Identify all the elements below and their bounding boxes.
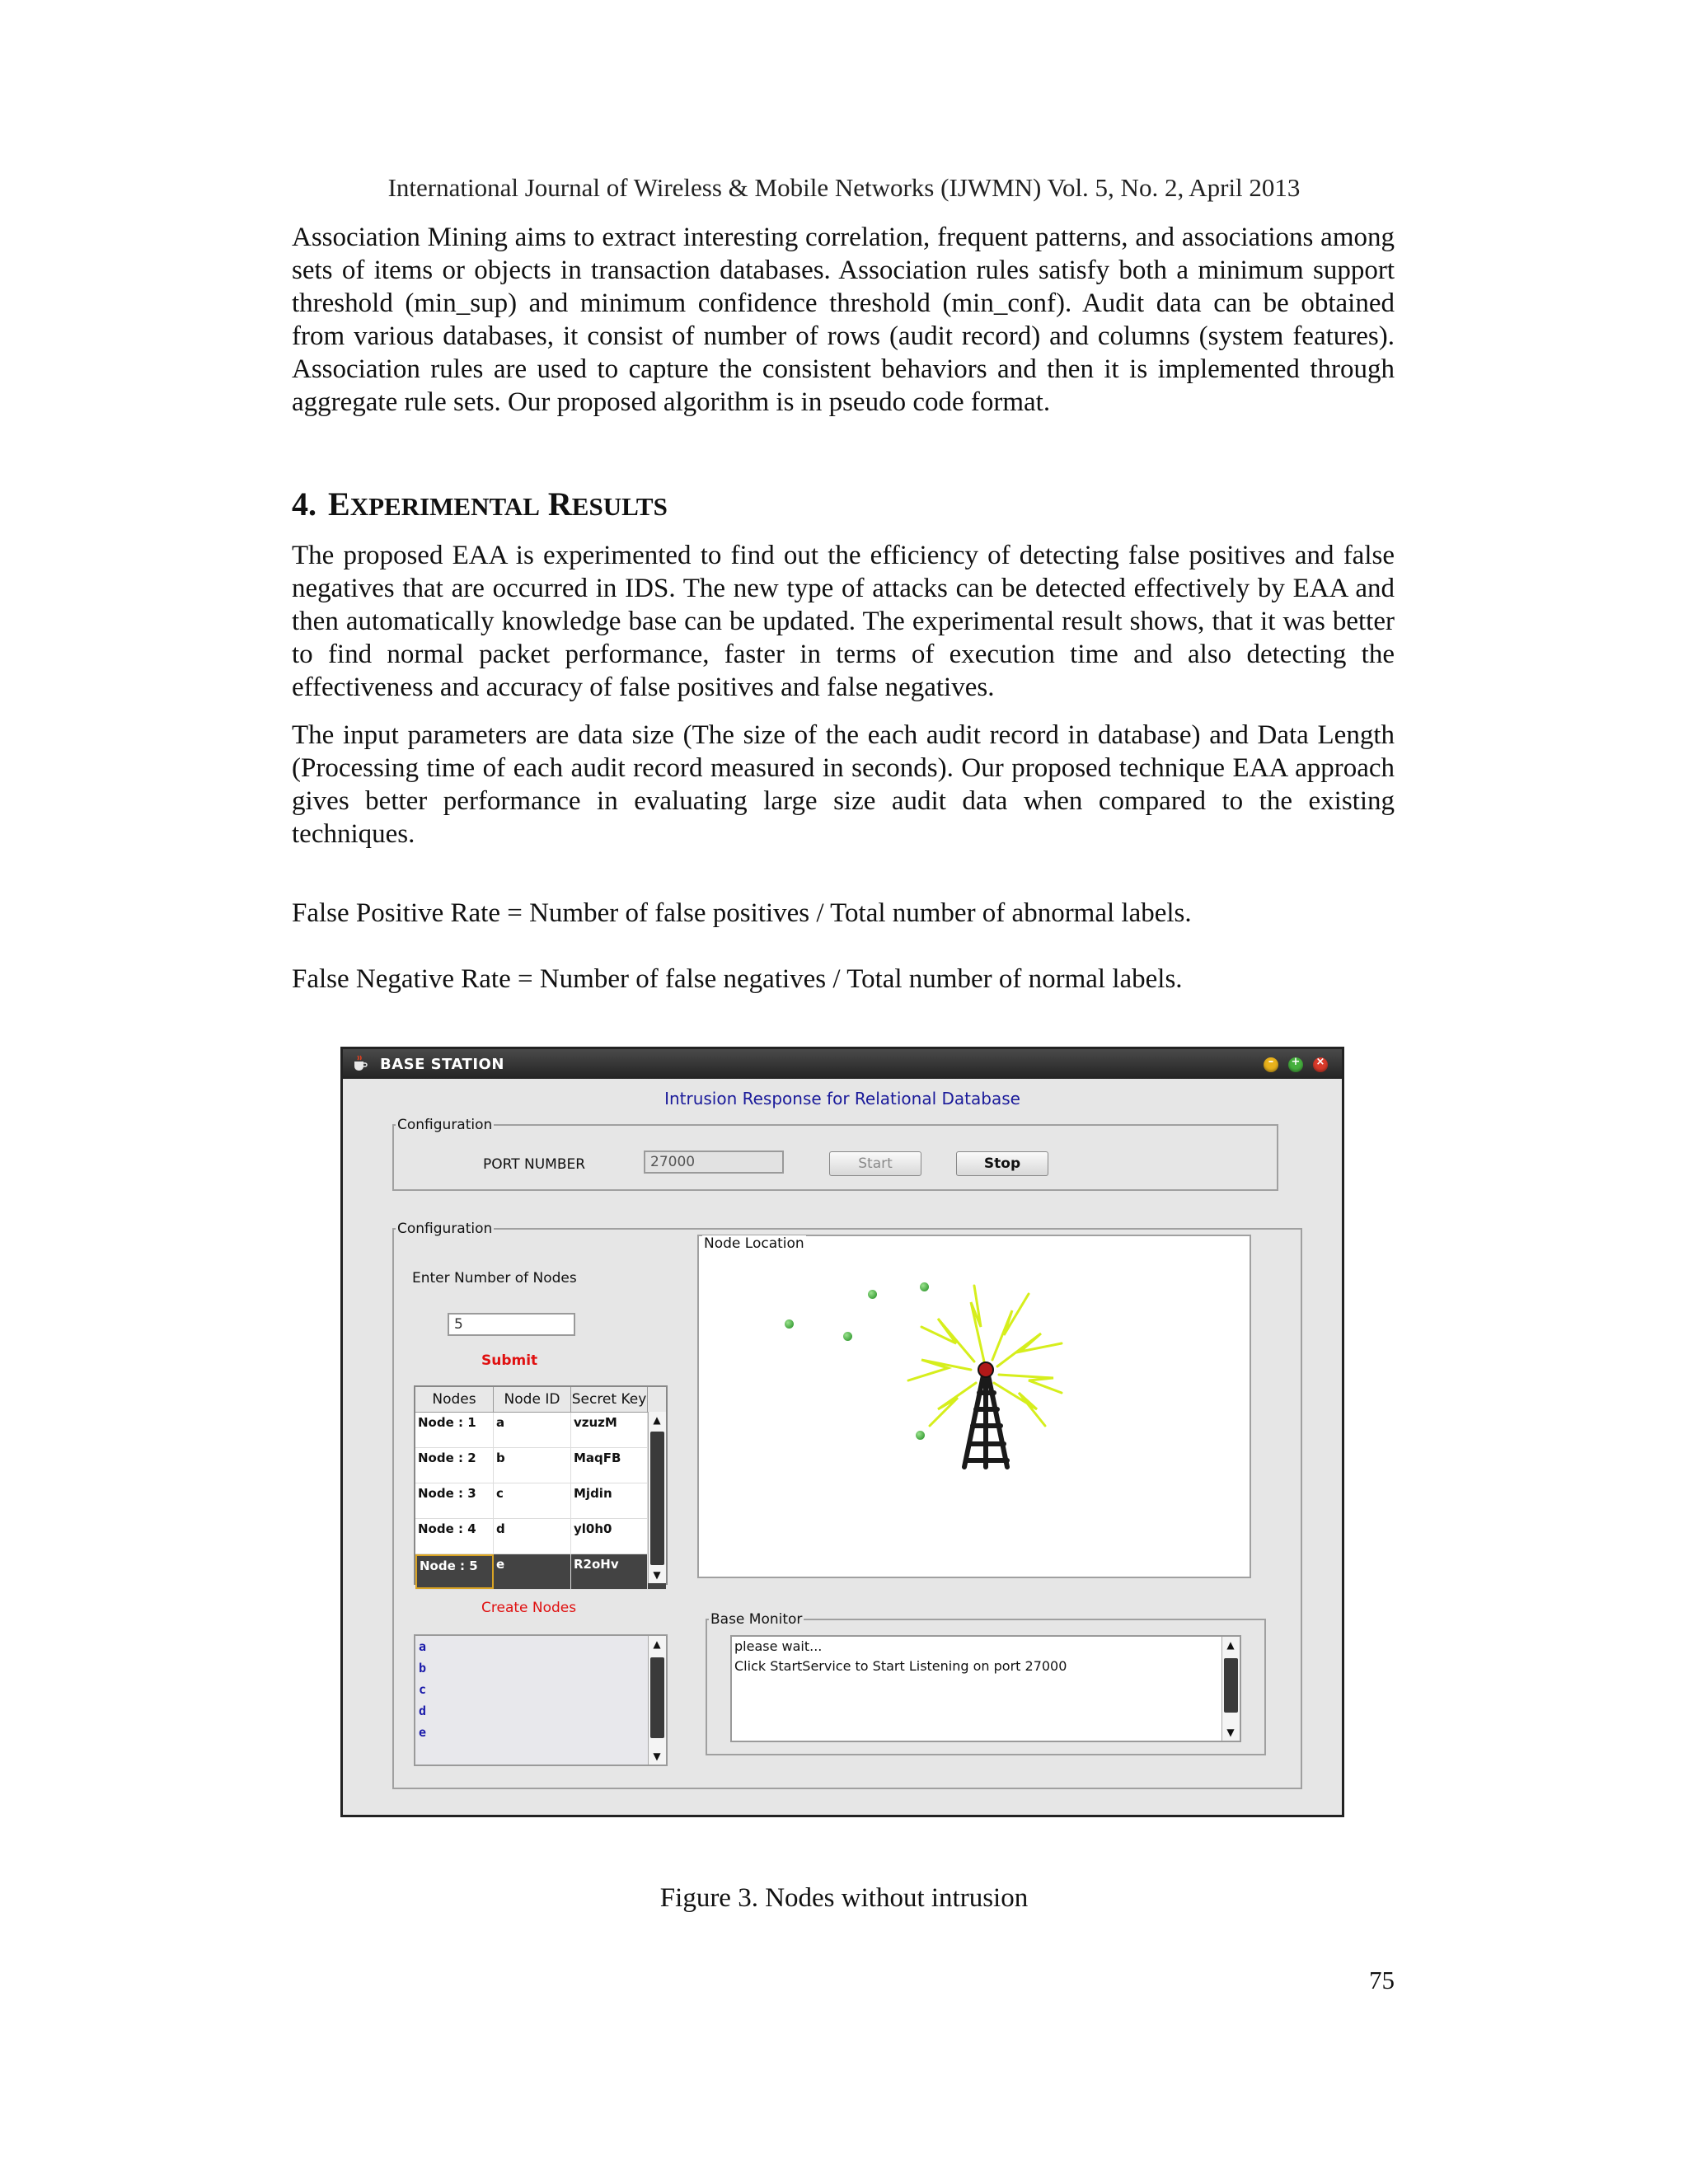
list-item[interactable]: c	[419, 1682, 427, 1697]
figure-caption: Figure 3. Nodes without intrusion	[659, 1883, 1029, 1913]
list-item[interactable]: b	[419, 1661, 427, 1675]
cell-secret-key: yl0h0	[571, 1519, 648, 1554]
scroll-thumb[interactable]	[650, 1657, 664, 1738]
table-row[interactable]	[415, 1519, 666, 1554]
table-header	[415, 1387, 666, 1413]
cell-node-id: e	[494, 1554, 571, 1589]
cell-node: Node : 4	[415, 1519, 494, 1554]
base-station-window	[340, 1047, 1344, 1817]
node-dot[interactable]	[785, 1319, 794, 1329]
cell-node-id: c	[494, 1483, 571, 1518]
port-number-label: PORT NUMBER	[483, 1156, 586, 1173]
cell-secret-key: vzuzM	[571, 1413, 648, 1447]
node-list	[414, 1634, 668, 1766]
base-monitor-log[interactable]	[730, 1635, 1241, 1742]
intro-paragraph: Association Mining aims to extract interesting correlation, frequent patterns, and associations among sets of items or objects in transaction databases. Association rules satisfy both a minimum support threshold (min_sup) and minimum confidence threshold (min_conf). Audit data can be obtained from various databases, it consist of number of rows (audit record) and columns (system features). Association rules are used to capture the consistent behaviors and then it is implemented through aggregate rule sets. Our proposed algorithm is in pseudo code format.	[292, 223, 1395, 417]
cell-node-id: a	[494, 1413, 571, 1447]
window-title: BASE STATION	[380, 1056, 504, 1073]
col-nodes-header[interactable]: Nodes	[415, 1387, 494, 1412]
monitor-scrollbar[interactable]	[1221, 1637, 1240, 1741]
monitor-line: Click StartService to Start Listening on port 27000	[734, 1658, 1067, 1674]
stop-button[interactable]: Stop	[956, 1151, 1048, 1176]
table-row[interactable]	[415, 1413, 666, 1448]
table-row[interactable]	[415, 1448, 666, 1483]
cell-secret-key: MaqFB	[571, 1448, 648, 1483]
journal-header: International Journal of Wireless & Mobile Networks (IJWMN) Vol. 5, No. 2, April 2013	[387, 173, 1301, 202]
maximize-button[interactable]	[1288, 1057, 1303, 1072]
scroll-up-icon[interactable]: ▲	[653, 1414, 661, 1426]
minus-icon: –	[1268, 1056, 1274, 1068]
minimize-button[interactable]	[1264, 1057, 1278, 1072]
create-nodes-link[interactable]: Create Nodes	[481, 1600, 577, 1616]
number-of-nodes-input[interactable]: 5	[448, 1313, 575, 1336]
plus-icon: +	[1291, 1056, 1301, 1068]
table-row[interactable]	[415, 1483, 666, 1519]
port-number-input[interactable]: 27000	[644, 1151, 784, 1174]
cell-node: Node : 2	[415, 1448, 494, 1483]
cell-secret-key: R2oHv	[571, 1554, 648, 1589]
list-item[interactable]: e	[419, 1725, 427, 1740]
col-secret-key-header[interactable]: Secret Key	[571, 1387, 648, 1412]
scroll-up-icon[interactable]: ▲	[1226, 1639, 1235, 1651]
false-positive-formula: False Positive Rate = Number of false positives / Total number of abnormal labels.	[292, 898, 1192, 928]
window-titlebar[interactable]	[343, 1049, 1342, 1079]
node-list-scrollbar[interactable]	[648, 1636, 666, 1765]
monitor-line: please wait...	[734, 1638, 823, 1654]
list-item[interactable]: a	[419, 1639, 427, 1654]
scroll-up-icon[interactable]: ▲	[653, 1638, 661, 1650]
nodes-table	[414, 1385, 668, 1585]
app-title: Intrusion Response for Relational Database	[664, 1089, 1020, 1108]
cell-secret-key: Mjdin	[571, 1483, 648, 1518]
table-row-selected[interactable]	[415, 1554, 666, 1590]
base-monitor-legend: Base Monitor	[710, 1611, 803, 1628]
false-negative-formula: False Negative Rate = Number of false negatives / Total number of normal labels.	[292, 964, 1183, 994]
java-cup-icon	[351, 1054, 369, 1072]
scroll-down-icon[interactable]: ▼	[1226, 1727, 1235, 1738]
scroll-down-icon[interactable]: ▼	[653, 1569, 661, 1581]
node-location-panel	[697, 1235, 1251, 1578]
node-dot[interactable]	[843, 1332, 852, 1341]
cell-node-id: d	[494, 1519, 571, 1554]
cell-node: Node : 3	[415, 1483, 494, 1518]
page-number: 75	[1369, 1966, 1395, 1994]
table-scrollbar[interactable]	[648, 1412, 666, 1583]
cell-node-id: b	[494, 1448, 571, 1483]
section-heading: 4. EXPERIMENTAL RESULTS	[292, 485, 668, 523]
results-paragraph-1: The proposed EAA is experimented to find out the efficiency of detecting false positives and false negatives that are occurred in IDS. The new type of attacks can be detected effectively by EAA and then automatically knowledge base can be updated. The experimental result shows, that it was better to find normal packet performance, faster in terms of execution time and also detecting the effectiveness and accuracy of false positives and false negatives.	[292, 541, 1395, 702]
scroll-down-icon[interactable]: ▼	[653, 1750, 661, 1762]
list-item[interactable]: d	[419, 1704, 427, 1718]
start-button[interactable]: Start	[829, 1151, 921, 1176]
cell-node: Node : 1	[415, 1413, 494, 1447]
submit-link[interactable]: Submit	[481, 1352, 538, 1369]
enter-nodes-label: Enter Number of Nodes	[412, 1270, 577, 1286]
scroll-thumb[interactable]	[1224, 1658, 1238, 1713]
node-location-legend: Node Location	[704, 1235, 804, 1252]
results-paragraph-2: The input parameters are data size (The size of the each audit record in database) and Data Length (Processing time of each audit record measured in seconds). Our proposed technique EAA approach gives better performance in evaluating large size audit data when compared to the existing techniques.	[292, 720, 1395, 849]
node-config-legend: Configuration	[397, 1221, 493, 1237]
close-button[interactable]	[1313, 1057, 1328, 1072]
port-config-legend: Configuration	[397, 1117, 493, 1133]
scroll-thumb[interactable]	[650, 1432, 664, 1565]
base-station-tower-icon	[889, 1269, 1070, 1483]
col-node-id-header[interactable]: Node ID	[494, 1387, 571, 1412]
cell-node: Node : 5	[415, 1554, 494, 1589]
close-icon: ×	[1315, 1056, 1325, 1068]
node-dot[interactable]	[868, 1290, 877, 1299]
